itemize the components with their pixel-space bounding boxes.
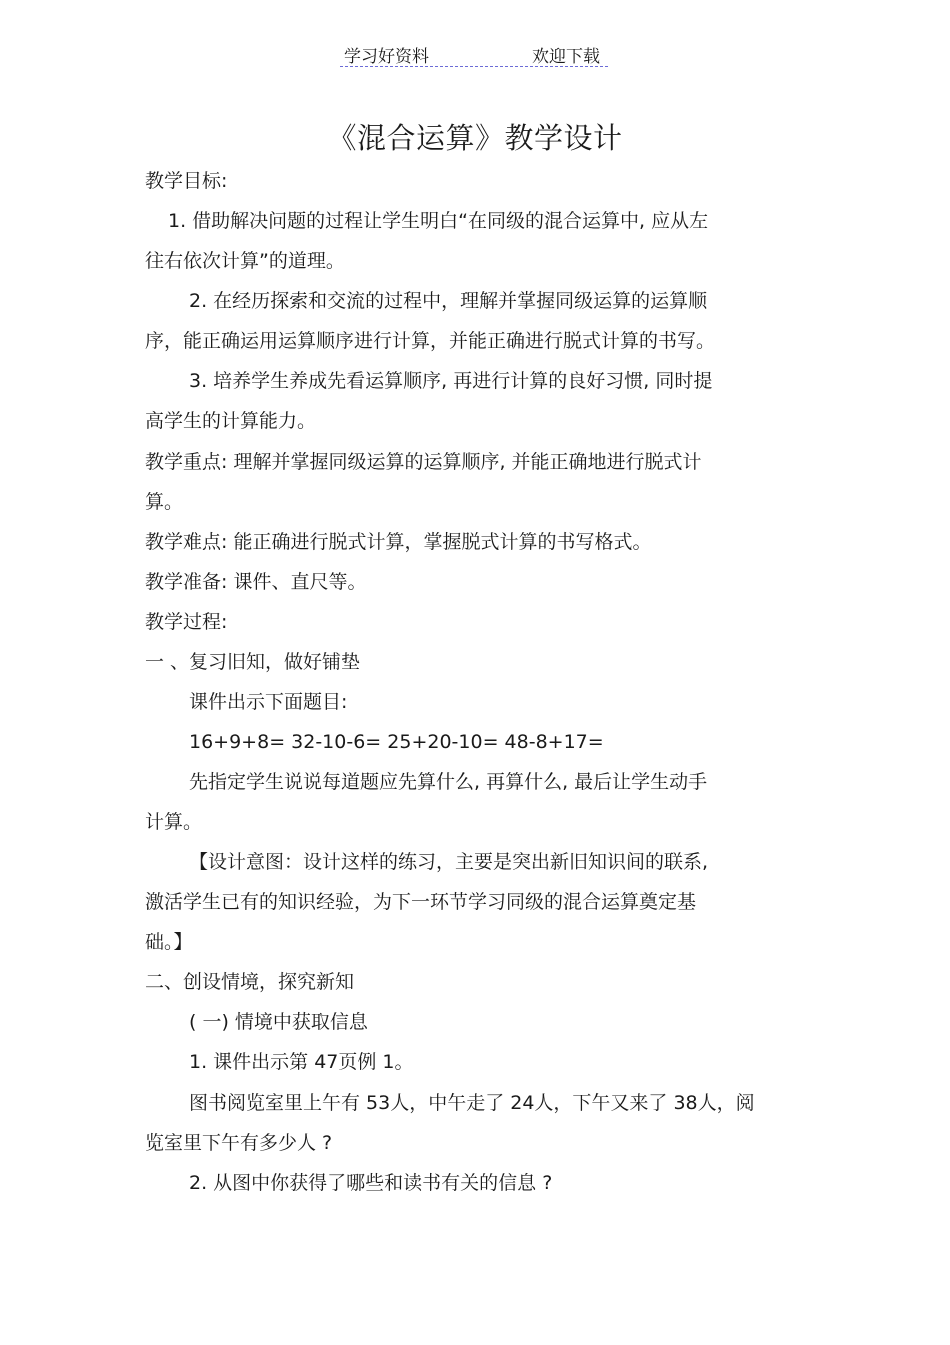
body-line: 教学目标: [145,170,228,192]
body-line: 先指定学生说说每道题应先算什么, 再算什么, 最后让学生动手 [189,771,708,793]
body-line: 教学难点: 能正确进行脱式计算，掌握脱式计算的书写格式。 [145,531,652,553]
body-line: 教学重点: 理解并掌握同级运算的运算顺序, 并能正确地进行脱式计 [145,451,702,473]
body-line: 1. 课件出示第 47页例 1。 [189,1051,414,1073]
body-line: 二、创设情境，探究新知 [145,971,355,993]
body-line: 算。 [145,491,184,513]
body-line: ( 一) 情境中获取信息 [189,1011,368,1033]
body-line: 图书阅览室里上午有 53人，中午走了 24人，下午又来了 38人，阅 [189,1092,755,1114]
body-line: 课件出示下面题目: [189,691,348,713]
body-line: 计算。 [145,811,203,833]
body-line: 1. 借助解决问题的过程让学生明白“在同级的混合运算中, 应从左 [168,210,709,232]
body-line: 教学准备: 课件、直尺等。 [145,571,367,593]
page-header [340,40,608,67]
body-line: 础。】 [145,931,193,953]
body-line: 一 、复习旧知，做好铺垫 [145,651,361,673]
body-line: 激活学生已有的知识经验，为下一环节学习同级的混合运算奠定基 [145,891,697,913]
body-line: 2. 在经历探索和交流的过程中，理解并掌握同级运算的运算顺 [189,290,708,312]
header-right-text: 欢迎下载 [532,47,600,67]
body-line: 16+9+8= 32-10-6= 25+20-10= 48-8+17= [189,731,604,753]
body-line: 2. 从图中你获得了哪些和读书有关的信息 ? [189,1172,553,1194]
document-title: 《混合运算》教学设计 [327,121,623,155]
body-line: 高学生的计算能力。 [145,410,317,432]
body-line: 3. 培养学生养成先看运算顺序, 再进行计算的良好习惯, 同时提 [189,370,713,392]
header-left-text: 学习好资料 [344,47,429,67]
body-line: 【设计意图：设计这样的练习，主要是突出新旧知识间的联系, [189,851,709,873]
body-line: 往右依次计算”的道理。 [145,250,345,272]
body-line: 序，能正确运用运算顺序进行计算，并能正确进行脱式计算的书写。 [145,330,716,352]
body-line: 教学过程: [145,611,228,633]
body-line: 览室里下午有多少人 ? [145,1132,333,1154]
